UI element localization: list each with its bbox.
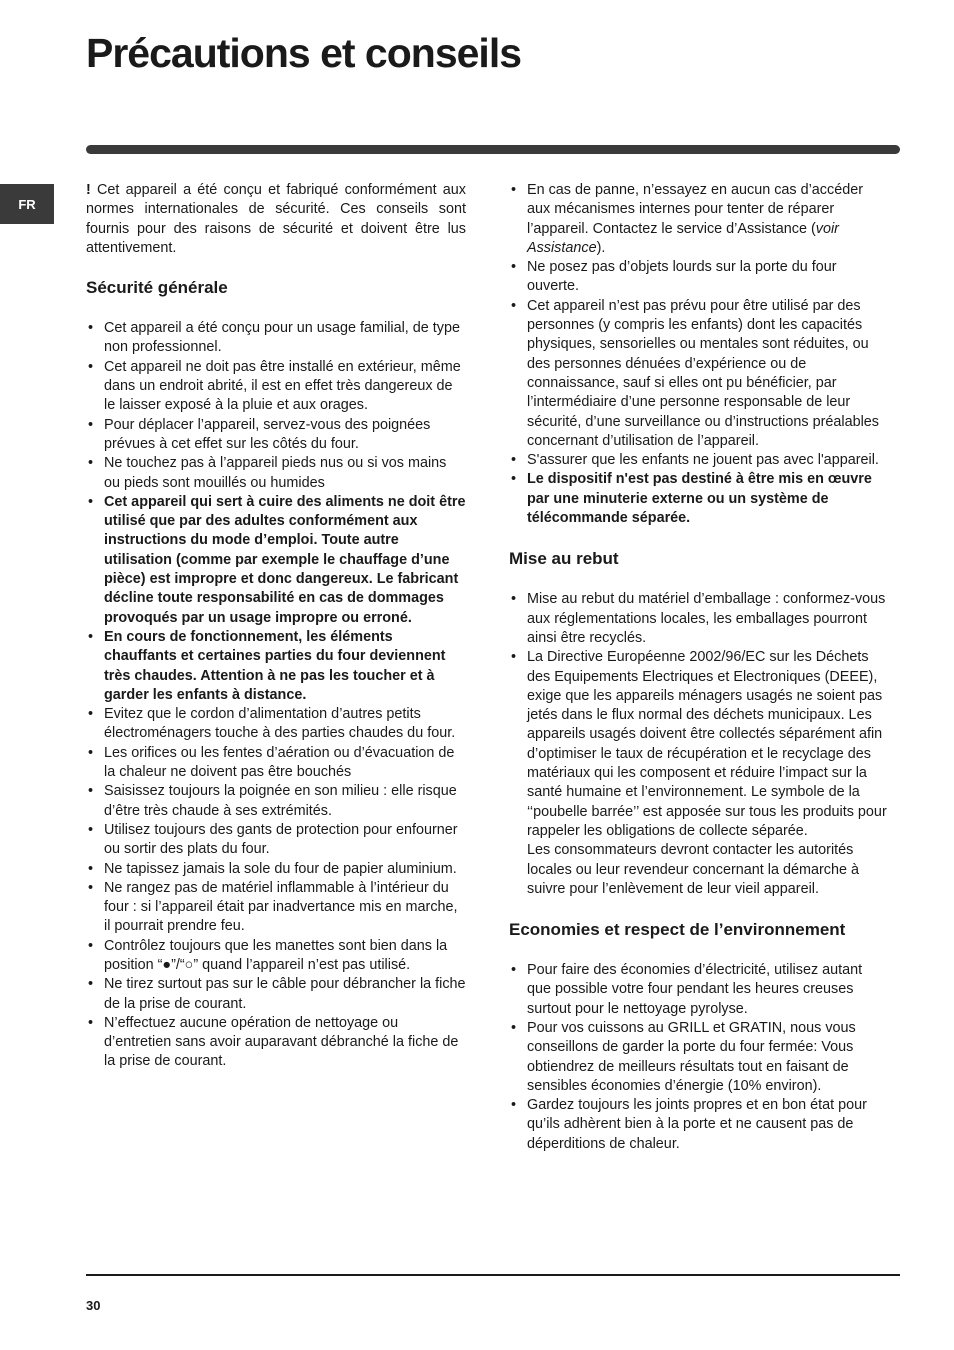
section-gap <box>509 899 889 920</box>
list-item: • Ne rangez pas de matériel inflammable à l’intérieur du four : si l’appareil était par inadvertance mis en marche, il pourrait prendre feu. <box>86 879 466 937</box>
list-item-warning: • Le dispositif n'est pas destiné à être mis en œuvre par une minuterie externe ou un système de télécommande séparée. <box>509 470 889 528</box>
title-divider <box>86 145 900 154</box>
list-item: • N’effectuez aucune opération de nettoyage ou d’entretien sans avoir auparavant débranché la fiche de la prise de courant. <box>86 1014 466 1072</box>
list-item: • Ne posez pas d’objets lourds sur la porte du four ouverte. <box>509 258 889 297</box>
list-mise-au-rebut <box>509 590 889 841</box>
list-item <box>509 181 889 258</box>
heading-securite-generale: Sécurité générale <box>86 278 228 298</box>
list-item: • Contrôlez toujours que les manettes sont bien dans la position “●”/“○” quand l’appareil n’est pas utilisé. <box>86 937 466 976</box>
list-item: • Pour vos cuissons au GRILL et GRATIN, nous vous conseillons de garder la porte du four fermée: Vous obtiendrez de meilleurs résultats tout en faisant de sensibles économies d’énergie (10% environ). <box>509 1019 889 1096</box>
list-item: • Pour faire des économies d’électricité, utilisez autant que possible votre four pendant les heures creuses surtout pour le nettoyage pyrolyse. <box>509 961 889 1019</box>
assistance-reference: voir Assistance <box>527 220 839 256</box>
rebut-continuation: Les consommateurs devront contacter les autorités locales ou leur revendeur concernant la démarche à suivre pour l’enlèvement de leur vieil appareil. <box>527 842 859 897</box>
page-title: Précautions et conseils <box>86 30 522 76</box>
list-item-warning: • Cet appareil qui sert à cuire des aliments ne doit être utilisé que par des adultes conformément aux instructions du mode d’emploi. Toute autre utilisation (comme par exemple le chauffage d’une pièce) est impropre et donc dangereux. Le fabricant décline toute responsabilité en cas de dommages provoqués par un usage impropre ou erroné. <box>86 493 466 628</box>
heading-mise-au-rebut: Mise au rebut <box>509 549 619 569</box>
list-securite-suite <box>509 181 889 528</box>
list-item-text: ). <box>596 239 606 256</box>
list-item: • Ne tirez surtout pas sur le câble pour débrancher la fiche de la prise de courant. <box>86 975 466 1014</box>
heading-economies: Economies et respect de l’environnement <box>509 920 846 940</box>
intro-text: Cet appareil a été conçu et fabriqué conformément aux normes internationales de sécurité. Ces conseils sont fournis pour des raisons de sécurité et doivent être lus attentivement. <box>86 182 467 256</box>
footer-divider <box>86 1274 900 1276</box>
right-column <box>509 181 889 1154</box>
list-item: • Ne tapissez jamais la sole du four de papier aluminium. <box>86 860 466 879</box>
language-tab: FR <box>0 184 54 224</box>
warning-mark: ! <box>86 182 91 198</box>
list-economies <box>509 961 889 1154</box>
page-number: 30 <box>86 1298 101 1313</box>
list-item: • Ne touchez pas à l’appareil pieds nus ou si vos mains ou pieds sont mouillés ou humides <box>86 454 466 493</box>
list-item: • Gardez toujours les joints propres et en bon état pour qu’ils adhèrent bien à la porte et ne causent pas de déperditions de chaleur. <box>509 1096 889 1154</box>
list-item: • Pour déplacer l’appareil, servez-vous des poignées prévues à cet effet sur les côtés du four. <box>86 416 466 455</box>
list-item: • Cet appareil ne doit pas être installé en extérieur, même dans un endroit abrité, il est en effet très dangereux de le laisser exposé à la pluie et aux orages. <box>86 358 466 416</box>
list-item-text: En cas de panne, n’essayez en aucun cas d’accéder aux mécanismes internes pour tenter de réparer l’appareil. Contactez le service d’Assistance ( <box>527 182 864 237</box>
list-item: • Cet appareil n’est pas prévu pour être utilisé par des personnes (y compris les enfants) dont les capacités physiques, sensorielles ou mentales sont réduites, ou des personnes dénuées d’expérience ou de connaissance, sauf si elles ont pu bénéficier, par l’intermédiaire d’une personne responsable de leur sécurité, d’une surveillance ou d’instructions préalables concernant d’utilisation de l’appareil. <box>509 297 889 451</box>
left-column <box>86 181 466 1072</box>
list-item: • La Directive Européenne 2002/96/EC sur les Déchets des Equipements Electriques et Electroniques (DEEE), exige que les appareils ménagers usagés ne soient pas jetés dans le flux normal des déchets municipaux. Les appareils usagés doivent être collectés séparément afin d’optimiser le taux de récupération et le recyclage des matériaux qui les composent et réduire l’impact sur la santé humaine et l’environnement. Le symbole de la ‘‘poubelle barrée’’ est apposée sur tous les produits pour rappeler les obligations de collecte séparée. <box>509 648 889 841</box>
list-item-warning: • En cours de fonctionnement, les éléments chauffants et certaines parties du four deviennent très chaudes. Attention à ne pas les toucher et à garder les enfants à distance. <box>86 628 466 705</box>
list-item: • Utilisez toujours des gants de protection pour enfourner ou sortir des plats du four. <box>86 821 466 860</box>
list-item: • S'assurer que les enfants ne jouent pas avec l'appareil. <box>509 451 889 470</box>
list-item: • Cet appareil a été conçu pour un usage familial, de type non professionnel. <box>86 319 466 358</box>
list-item: • Evitez que le cordon d’alimentation d’autres petits électroménagers touche à des parties chaudes du four. <box>86 705 466 744</box>
list-securite-generale <box>86 319 466 1072</box>
list-item: • Mise au rebut du matériel d’emballage : conformez-vous aux réglementations locales, les emballages pourront ainsi être recyclés. <box>509 590 889 648</box>
intro-paragraph <box>86 181 466 258</box>
list-item: • Les orifices ou les fentes d’aération ou d’évacuation de la chaleur ne doivent pas être bouchés <box>86 744 466 783</box>
list-item: • Saisissez toujours la poignée en son milieu : elle risque d’être très chaude à ses extrémités. <box>86 782 466 821</box>
section-gap <box>509 528 889 549</box>
